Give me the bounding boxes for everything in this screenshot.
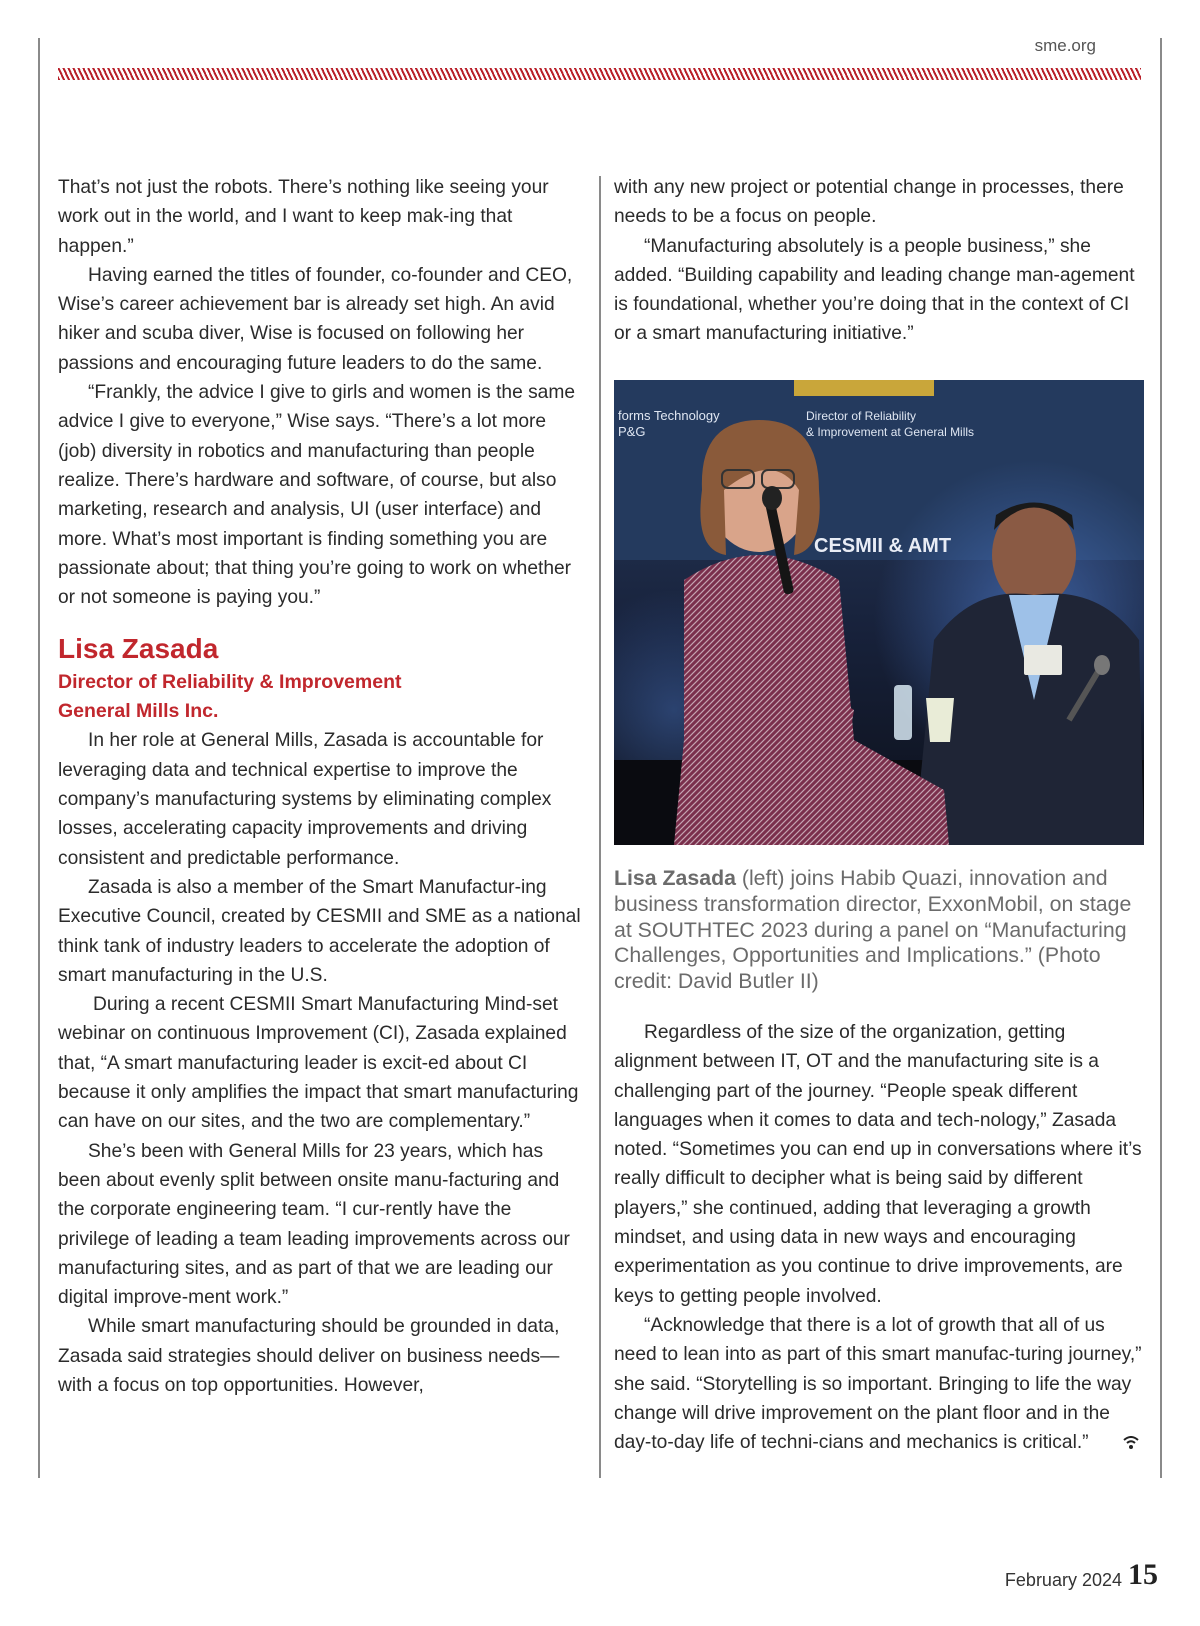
profile-title: Director of Reliability & Improvement xyxy=(58,671,402,694)
right-margin-rule xyxy=(1160,38,1162,1478)
left-margin-rule xyxy=(38,38,40,1478)
screen-text: forms Technology xyxy=(618,408,720,423)
paragraph: While smart manufacturing should be grounded in data, Zasada said strategies should deliver on business needs—with a focus on top opportunities. However, xyxy=(58,1316,560,1396)
header-hatch-bar xyxy=(58,68,1141,80)
site-url: sme.org xyxy=(1034,36,1096,55)
column-divider xyxy=(599,176,601,1478)
photo-illustration xyxy=(614,380,1144,845)
issue-date: February 2024 xyxy=(1004,1570,1122,1590)
caption-text: (left) joins Habib Quazi, innovation and business transformation director, ExxonMobil, on stage at SOUTHTEC 2023 during a panel on “Manufacturing Challenges, Opportunities and Implications.” (Photo credit: David Butler II) xyxy=(614,866,1132,994)
screen-text: P&G xyxy=(618,424,646,439)
paragraph: Regardless of the size of the organization, getting alignment between IT, OT and the manufacturing site is a challenging part of the journey. “People speak different languages when it comes to data and tech-nology,” Zasada noted. “Sometimes you can end up in conversations where it’s really difficult to decipher what is being said by different players,” she continued, adding that leveraging a growth mindset, and using data in new ways and encouraging experimentation as you continue to drive improvements, are keys to getting people involved. xyxy=(614,1022,1142,1307)
screen-text: & Improvement at General Mills xyxy=(806,425,975,439)
caption-name: Lisa Zasada xyxy=(614,866,736,890)
profile-name: Lisa Zasada xyxy=(58,633,219,665)
paragraph: “Acknowledge that there is a lot of growth that all of us need to lean into as part of this smart manufac-turing journey,” she said. “Storytelling is so important. Bringing to life the way change will drive improvement on the plant floor and in the day-to-day life of techni-cians and mechanics is critical.” xyxy=(614,1314,1142,1454)
paragraph: Having earned the titles of founder, co-founder and CEO, Wise’s career achievement bar is already set high. An avid hiker and scuba diver, Wise is focused on following her passions and encouraging future leaders to do the same. xyxy=(58,264,573,374)
paragraph: with any new project or potential change in processes, there needs to be a focus on people. xyxy=(614,177,1124,228)
right-column-bottom xyxy=(614,1018,1146,1459)
event-photo xyxy=(614,380,1144,845)
left-column xyxy=(58,173,588,1400)
profile-company: General Mills Inc. xyxy=(58,700,219,723)
paragraph: Zasada is also a member of the Smart Manufactur-ing Executive Council, created by CESMII and SME as a national think tank of industry leaders to accelerate the adoption of smart manufacturing in the U.S. xyxy=(58,876,581,986)
screen-text: Director of Reliability xyxy=(806,409,917,423)
paragraph: In her role at General Mills, Zasada is accountable for leveraging data and technical expertise to improve the company’s manufacturing systems by eliminating complex losses, accelerating capacity improvements and driving consistent and predictable performance. xyxy=(58,730,552,869)
paragraph: “Manufacturing absolutely is a people business,” she added. “Building capability and leading change man-agement is foundational, whether you’re doing that in the context of CI or a smart manufacturing initiative.” xyxy=(614,235,1135,345)
paragraph: During a recent CESMII Smart Manufacturing Mind-set webinar on continuous Improvement (CI), Zasada explained that, “A smart manufacturing leader is excit-ed about CI because it only amplifies the impact that smart manufacturing can have on our sites, and the two are complementary.” xyxy=(58,994,579,1133)
page-number: 15 xyxy=(1128,1558,1158,1591)
photo-caption xyxy=(614,866,1144,995)
end-of-article-icon xyxy=(1093,1430,1139,1459)
paragraph: “Frankly, the advice I give to girls and women is the same advice I give to everyone,” Wise says. “There’s a lot more (job) diversity in robotics and manufacturing than people realize. There’s hardware and software, of course, but also marketing, research and analysis, UI (user interface) and more. What’s most important is finding something you are passionate about; that thing you’re going to work on whether or not someone is paying you.” xyxy=(58,382,576,609)
banner-text: CESMII & AMT xyxy=(814,535,952,557)
paragraph: That’s not just the robots. There’s nothing like seeing your work out in the world, and I want to keep mak-ing that happen.” xyxy=(58,177,549,257)
paragraph: She’s been with General Mills for 23 years, which has been about evenly split between onsite manu-facturing and the corporate engineering team. “I cur-rently have the privilege of leading a team leading improvements across our manufacturing sites, and as part of that we are leading our digital improve-ment work.” xyxy=(58,1140,570,1309)
right-column-top xyxy=(614,173,1146,349)
paragraph-with-end-mark xyxy=(614,1311,1146,1459)
